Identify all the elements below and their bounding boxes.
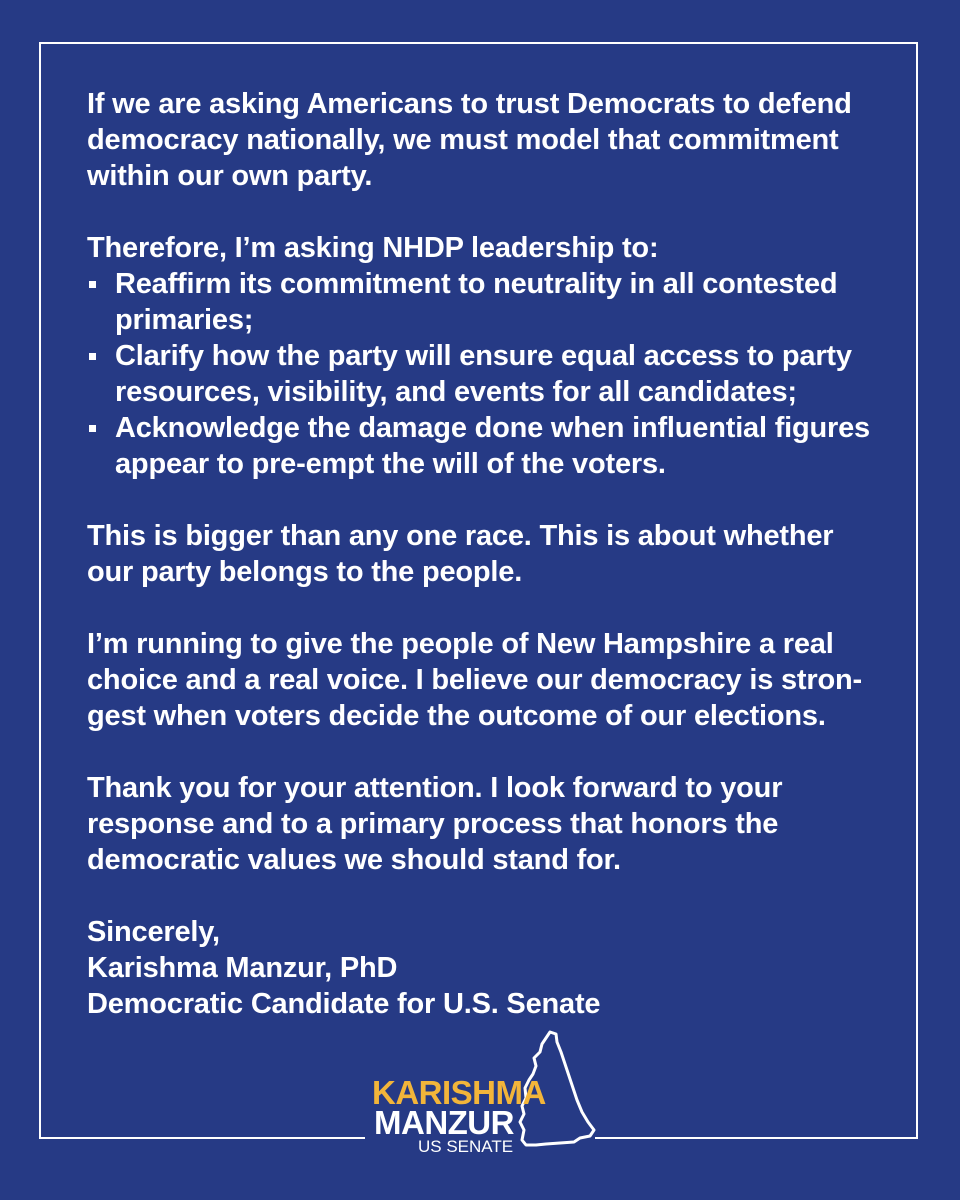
paragraph-intro: If we are asking Americans to trust Democrats to defend democracy nationally, we must model that commitment within our own party. <box>87 88 852 192</box>
list-item: Acknowledge the damage done when influential figures appear to pre-empt the will of the voters. <box>87 410 887 482</box>
logo-first-name: KARISHMA <box>372 1074 546 1111</box>
paragraph-thanks: Thank you for your attention. I look forward to your response and to a primary process that honors the democratic values we should stand for. <box>87 772 783 876</box>
paragraph-bigger-than-race: This is bigger than any one race. This is about whether our party belongs to the people. <box>87 520 834 588</box>
closing: Sincerely, <box>87 916 220 948</box>
letter-body <box>87 86 887 1022</box>
list-item: Reaffirm its commitment to neutrality in all contested primaries; <box>87 266 887 338</box>
request-list <box>87 266 887 482</box>
logo-last-name: MANZUR <box>374 1104 514 1141</box>
campaign-logo <box>368 1030 598 1160</box>
logo-office: US SENATE <box>418 1137 514 1156</box>
paragraph-request-intro: Therefore, I’m asking NHDP leadership to: <box>87 232 659 264</box>
signer-name: Karishma Manzur, PhD <box>87 952 398 984</box>
list-item: Clarify how the party will ensure equal access to party resources, visibility, and events for all candidates; <box>87 338 887 410</box>
paragraph-running: I’m running to give the people of New Hampshire a real choice and a real voice. I believe our democracy is stron-gest when voters decide the outcome of our elections. <box>87 628 862 732</box>
signer-title: Democratic Candidate for U.S. Senate <box>87 988 601 1020</box>
